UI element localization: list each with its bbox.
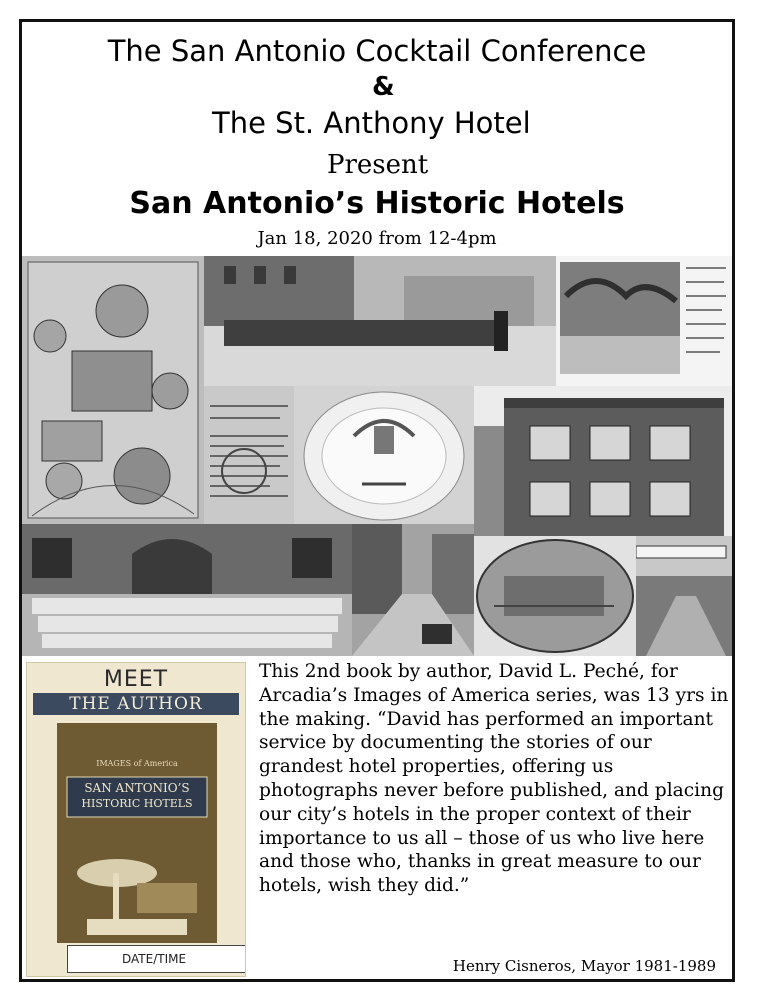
san-antonio-scenery-engraving: [22, 256, 204, 524]
oval-aerial-photo: [474, 536, 636, 656]
book-cover: [26, 662, 246, 977]
the-author-banner: THE AUTHOR: [33, 693, 239, 715]
date-time-tab: DATE/TIME: [67, 945, 246, 973]
downtown-street-photo: [352, 524, 474, 656]
event-date: Jan 18, 2020 from 12-4pm: [257, 228, 497, 249]
meet-label: MEET: [103, 667, 169, 692]
hotel-street-parade-photo: [204, 256, 556, 386]
book-title-line-2: HISTORIC HOTELS: [81, 797, 193, 810]
event-title: San Antonio’s Historic Hotels: [129, 186, 625, 221]
hotel-name: The St. Anthony Hotel: [212, 106, 531, 140]
newspaper-clipping-photo: [204, 386, 294, 524]
series-label: IMAGES of America: [96, 759, 178, 768]
author-quote: This 2nd book by author, David L. Peché, for Arcadia’s Images of America series, was 13 yrs in the making. “David has performed an important service by documenting the stories of our grandest hotel properties, offering us photographs never before published, and placing our city’s hotels in the proper context of their importance to us all – those of us who live here and those who, thanks in great measure to our hotels, wish they did.”: [259, 661, 729, 897]
present-label: Present: [327, 150, 429, 180]
quote-attribution: Henry Cisneros, Mayor 1981-1989: [452, 957, 716, 975]
st-anthony-plate-photo: [294, 386, 474, 524]
flyer-frame: [19, 19, 735, 982]
book-title-line-1: SAN ANTONIO’S: [84, 781, 190, 795]
street-signs-photo: [636, 536, 734, 656]
conference-name: The San Antonio Cocktail Conference: [107, 34, 647, 68]
hotel-building-photo: [474, 386, 734, 536]
group-portrait-photo: [22, 524, 352, 656]
photo-collage: [22, 256, 734, 656]
palm-garden-photo: [556, 256, 734, 386]
book-image: [57, 723, 217, 943]
ampersand: &: [372, 72, 395, 102]
